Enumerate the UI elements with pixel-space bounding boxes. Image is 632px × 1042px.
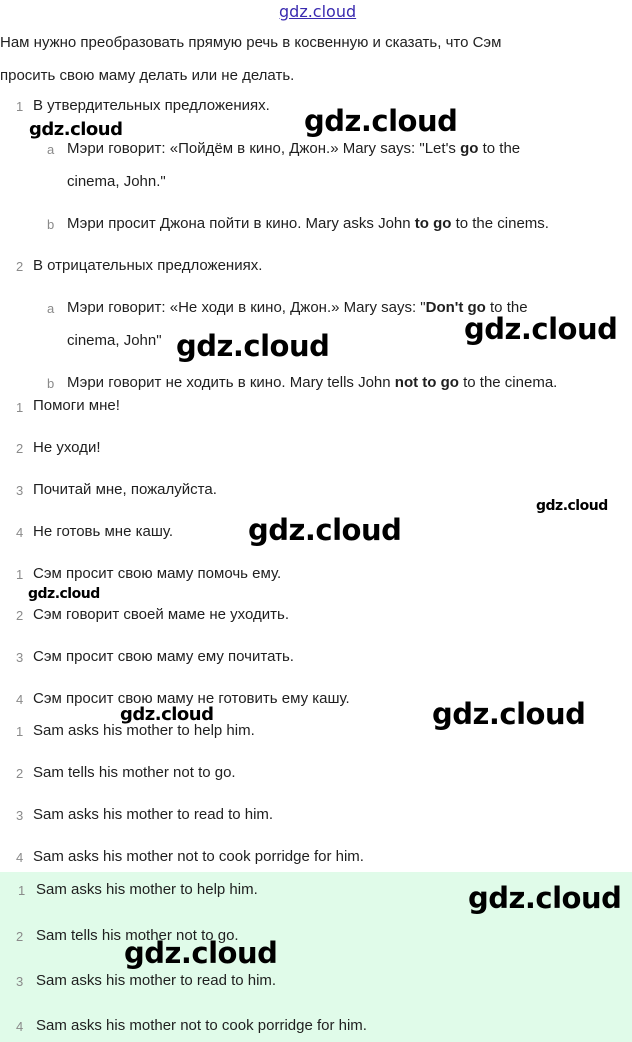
watermark: gdz.cloud bbox=[176, 329, 330, 363]
watermark: gdz.cloud bbox=[120, 704, 214, 725]
reported-en-4-number: 4 bbox=[16, 850, 24, 865]
direct-3-text: Почитай мне, пожалуйста. bbox=[33, 481, 217, 498]
answer-3-text: Sam asks his mother to read to him. bbox=[36, 972, 277, 989]
answer-4-number: 4 bbox=[16, 1019, 24, 1034]
reported-ru-3-text: Сэм просит свою маму ему почитать. bbox=[33, 648, 294, 665]
rule-1-heading: В утвердительных предложениях. bbox=[33, 97, 270, 114]
reported-en-4-text: Sam asks his mother not to cook porridge for him. bbox=[33, 848, 364, 865]
reported-en-1-number: 1 bbox=[16, 724, 24, 739]
reported-ru-4-number: 4 bbox=[16, 692, 24, 707]
direct-2-number: 2 bbox=[16, 441, 24, 456]
reported-en-3-text: Sam asks his mother to read to him. bbox=[33, 806, 274, 823]
reported-ru-3-number: 3 bbox=[16, 650, 24, 665]
watermark: gdz.cloud bbox=[124, 936, 278, 970]
rule-1-number: 1 bbox=[16, 99, 24, 114]
rule-2b-text: Мэри говорит не ходить в кино. Mary tells John not to go to the cinema. bbox=[67, 374, 558, 391]
watermark: gdz.cloud bbox=[248, 513, 402, 547]
reported-ru-2-text: Сэм говорит своей маме не уходить. bbox=[33, 606, 289, 623]
answer-4-text: Sam asks his mother not to cook porridge for him. bbox=[36, 1017, 367, 1034]
watermark: gdz.cloud bbox=[28, 586, 100, 602]
reported-ru-4-text: Сэм просит свою маму не готовить ему кашу. bbox=[33, 690, 350, 707]
rule-2a-line-1: Мэри говорит: «Не ходи в кино, Джон.» Mary says: "Don't go to the bbox=[67, 299, 528, 316]
reported-en-2-text: Sam tells his mother not to go. bbox=[33, 764, 236, 781]
reported-en-2-number: 2 bbox=[16, 766, 24, 781]
watermark: gdz.cloud bbox=[29, 119, 123, 140]
reported-en-3-number: 3 bbox=[16, 808, 24, 823]
answer-3-number: 3 bbox=[16, 974, 24, 989]
direct-4-text: Не готовь мне кашу. bbox=[33, 523, 174, 540]
rule-2-number: 2 bbox=[16, 259, 24, 274]
reported-ru-2-number: 2 bbox=[16, 608, 24, 623]
rule-2a-line-2: cinema, John" bbox=[67, 332, 162, 349]
rule-2a-letter: a bbox=[47, 301, 55, 316]
direct-4-number: 4 bbox=[16, 525, 24, 540]
rule-2-heading: В отрицательных предложениях. bbox=[33, 257, 263, 274]
rule-1a-line-1: Мэри говорит: «Пойдём в кино, Джон.» Mary says: "Let's go to the bbox=[67, 140, 521, 157]
intro-line-2: просить свою маму делать или не делать. bbox=[0, 67, 295, 84]
answer-2-text: Sam tells his mother not to go. bbox=[36, 927, 239, 944]
reported-ru-1-number: 1 bbox=[16, 567, 24, 582]
reported-ru-1-text: Сэм просит свою маму помочь ему. bbox=[33, 565, 282, 582]
direct-3-number: 3 bbox=[16, 483, 24, 498]
direct-1-number: 1 bbox=[16, 400, 24, 415]
watermark: gdz.cloud bbox=[468, 881, 622, 915]
watermark: gdz.cloud bbox=[432, 697, 586, 731]
watermark: gdz.cloud bbox=[536, 498, 608, 514]
answer-1-text: Sam asks his mother to help him. bbox=[36, 881, 258, 898]
reported-en-1-text: Sam asks his mother to help him. bbox=[33, 722, 255, 739]
answer-2-number: 2 bbox=[16, 929, 24, 944]
rule-1b-text: Мэри просит Джона пойти в кино. Mary asks John to go to the cinems. bbox=[67, 215, 549, 232]
watermark: gdz.cloud bbox=[464, 312, 618, 346]
rule-1a-line-2: cinema, John." bbox=[67, 173, 166, 190]
watermark: gdz.cloud bbox=[304, 104, 458, 138]
rule-2b-letter: b bbox=[47, 376, 55, 391]
rule-1b-letter: b bbox=[47, 217, 55, 232]
answer-1-number: 1 bbox=[18, 883, 26, 898]
rule-1a-letter: a bbox=[47, 142, 55, 157]
direct-2-text: Не уходи! bbox=[33, 439, 101, 456]
site-logo-link[interactable]: gdz.cloud bbox=[279, 2, 357, 21]
direct-1-text: Помоги мне! bbox=[33, 397, 120, 414]
intro-line-1: Нам нужно преобразовать прямую речь в косвенную и сказать, что Сэм bbox=[0, 34, 502, 51]
